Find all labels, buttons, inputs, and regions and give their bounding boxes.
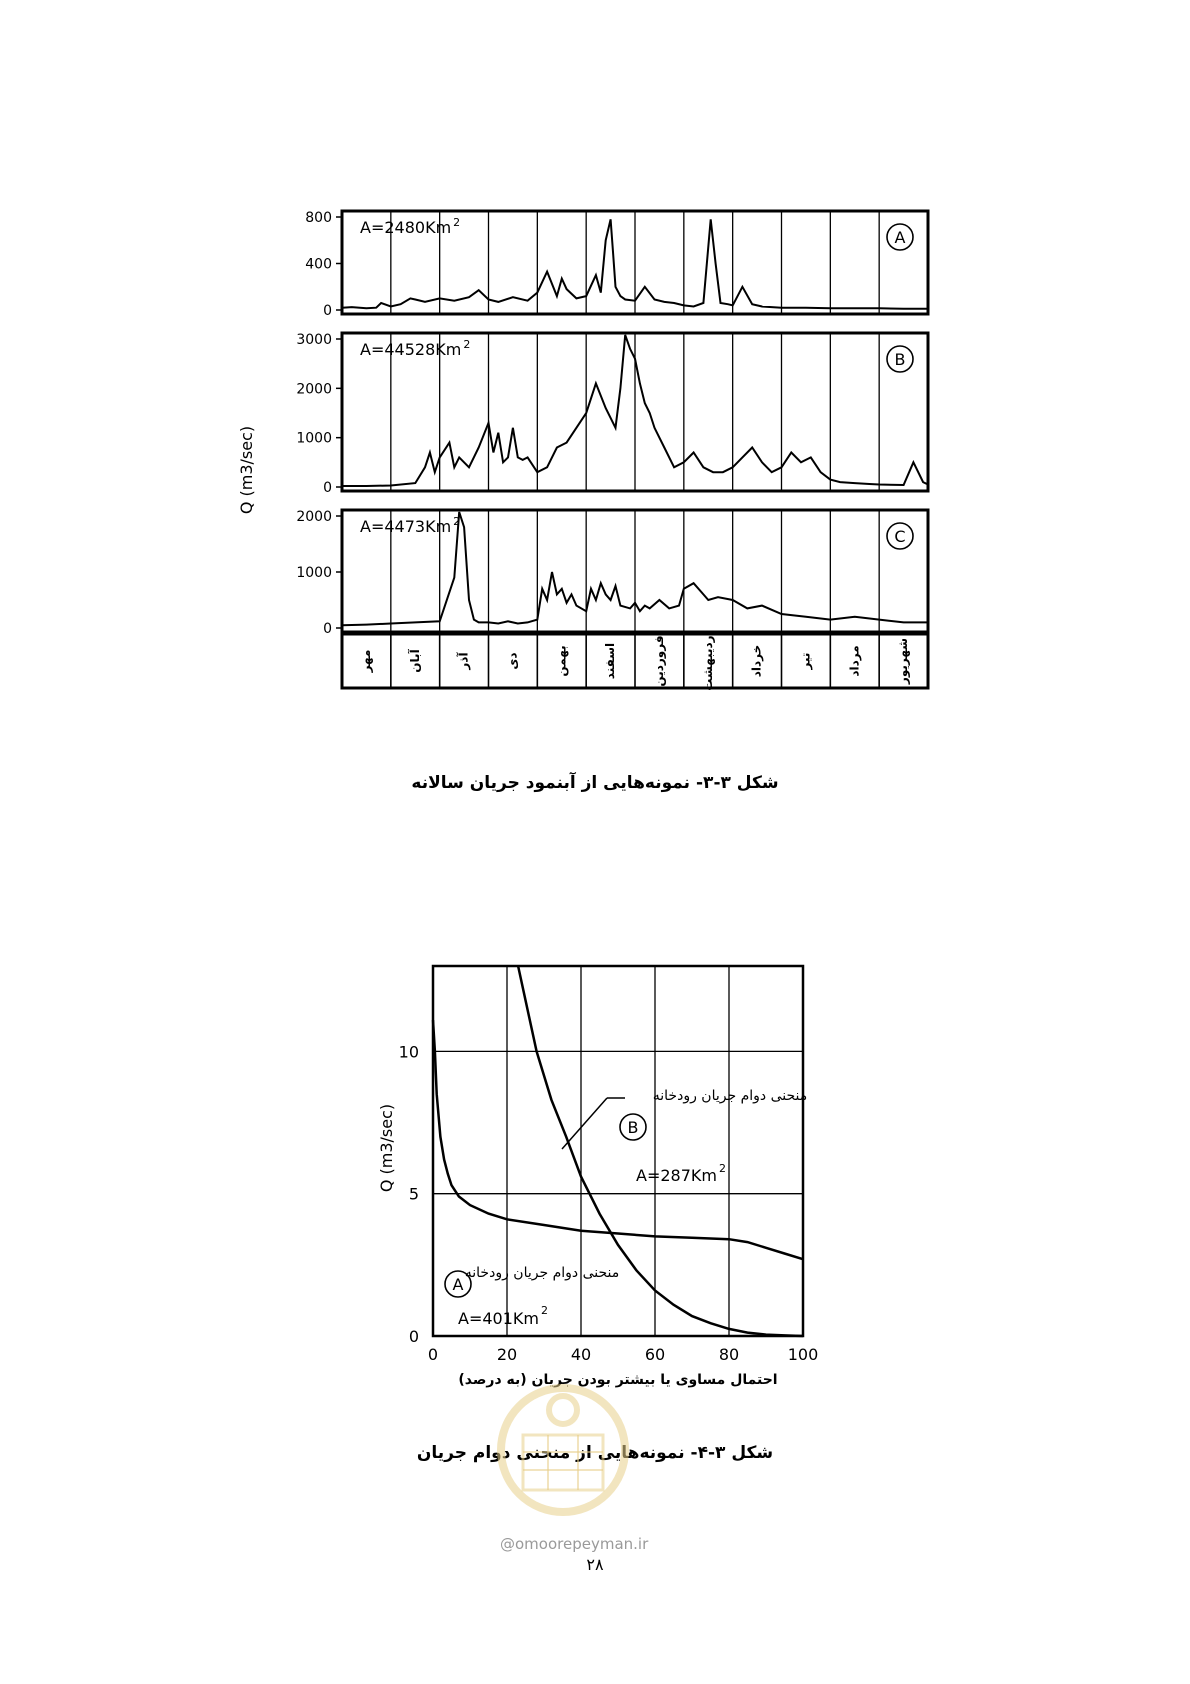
x-tick-label: 100 [787, 1345, 819, 1364]
x-tick-label: 40 [570, 1345, 592, 1364]
series-letter: A [452, 1275, 464, 1294]
y-tick-label: 800 [305, 210, 332, 226]
month-label: مرداد [847, 645, 862, 677]
panel-letter: C [894, 527, 906, 546]
x-tick-label: 20 [496, 1345, 518, 1364]
duration-curve-a [433, 1020, 803, 1259]
duration-curve-chart [377, 966, 818, 1388]
panel-letter: A [894, 228, 906, 247]
x-tick-label: 0 [427, 1345, 439, 1364]
page-number: ۲۸ [586, 1555, 604, 1574]
month-label: شهریور [896, 637, 911, 685]
month-label: اردیبهشت [700, 631, 715, 691]
y-tick-label: 400 [305, 256, 332, 273]
month-label: فروردین [651, 635, 666, 687]
area-exponent: 2 [453, 216, 461, 229]
x-tick-label: 80 [718, 1345, 740, 1364]
area-label-b: A=287Km [636, 1166, 717, 1185]
month-label: تیر [798, 652, 813, 670]
x-tick-label: 60 [644, 1345, 666, 1364]
series-letter: B [627, 1118, 639, 1137]
watermark-logo [488, 1340, 638, 1540]
leader-line-b [562, 1098, 607, 1149]
series-name-b: منحنی دوام جریان رودخانه [652, 1088, 808, 1104]
area-exponent-b: 2 [718, 1162, 726, 1175]
y-tick-label: 1000 [296, 430, 332, 447]
area-exponent: 2 [463, 338, 471, 351]
month-label: آذر [456, 652, 471, 670]
month-label: دی [505, 652, 520, 670]
series-name-a: منحنی دوام جریان رودخانه [464, 1265, 620, 1281]
month-label: خرداد [749, 644, 764, 678]
y-tick-label: 5 [408, 1184, 419, 1204]
duration-x-axis-label: احتمال مساوی یا بیشتر بودن جریان (به درصد) [458, 1372, 778, 1388]
hydrograph-y-axis-label: Q (m3/sec) [237, 425, 256, 515]
area-label: A=44528Km [360, 340, 462, 359]
month-label: اسفند [603, 642, 618, 680]
area-label: A=2480Km [360, 218, 452, 237]
figure-3-4-caption: شکل ۳-۴- نمونه‌هایی از منحنی دوام جریان [416, 1443, 774, 1463]
y-tick-label: 0 [323, 621, 332, 637]
y-tick-label: 0 [323, 303, 332, 319]
y-tick-label: 2000 [296, 509, 332, 525]
duration-y-axis-label: Q (m3/sec) [377, 1103, 396, 1193]
month-label: مهر [358, 649, 373, 673]
y-tick-label: 0 [323, 480, 332, 496]
area-label: A=4473Km [360, 517, 452, 536]
y-tick-label: 10 [398, 1042, 419, 1062]
watermark-site: @omoorepeyman.ir [500, 1535, 649, 1553]
y-tick-label: 3000 [296, 332, 332, 348]
area-label-a: A=401Km [458, 1309, 539, 1328]
area-exponent: 2 [453, 515, 461, 528]
area-exponent-a: 2 [540, 1304, 548, 1317]
y-tick-label: 0 [408, 1327, 419, 1346]
y-tick-label: 2000 [296, 381, 332, 398]
month-label: آبان [407, 649, 422, 673]
y-tick-label: 1000 [296, 565, 332, 581]
figure-3-3-caption: شکل ۳-۳- نمونه‌هایی از آبنمود جریان سالانه [411, 773, 779, 793]
month-label: بهمن [554, 645, 569, 677]
panel-letter: B [894, 350, 906, 369]
